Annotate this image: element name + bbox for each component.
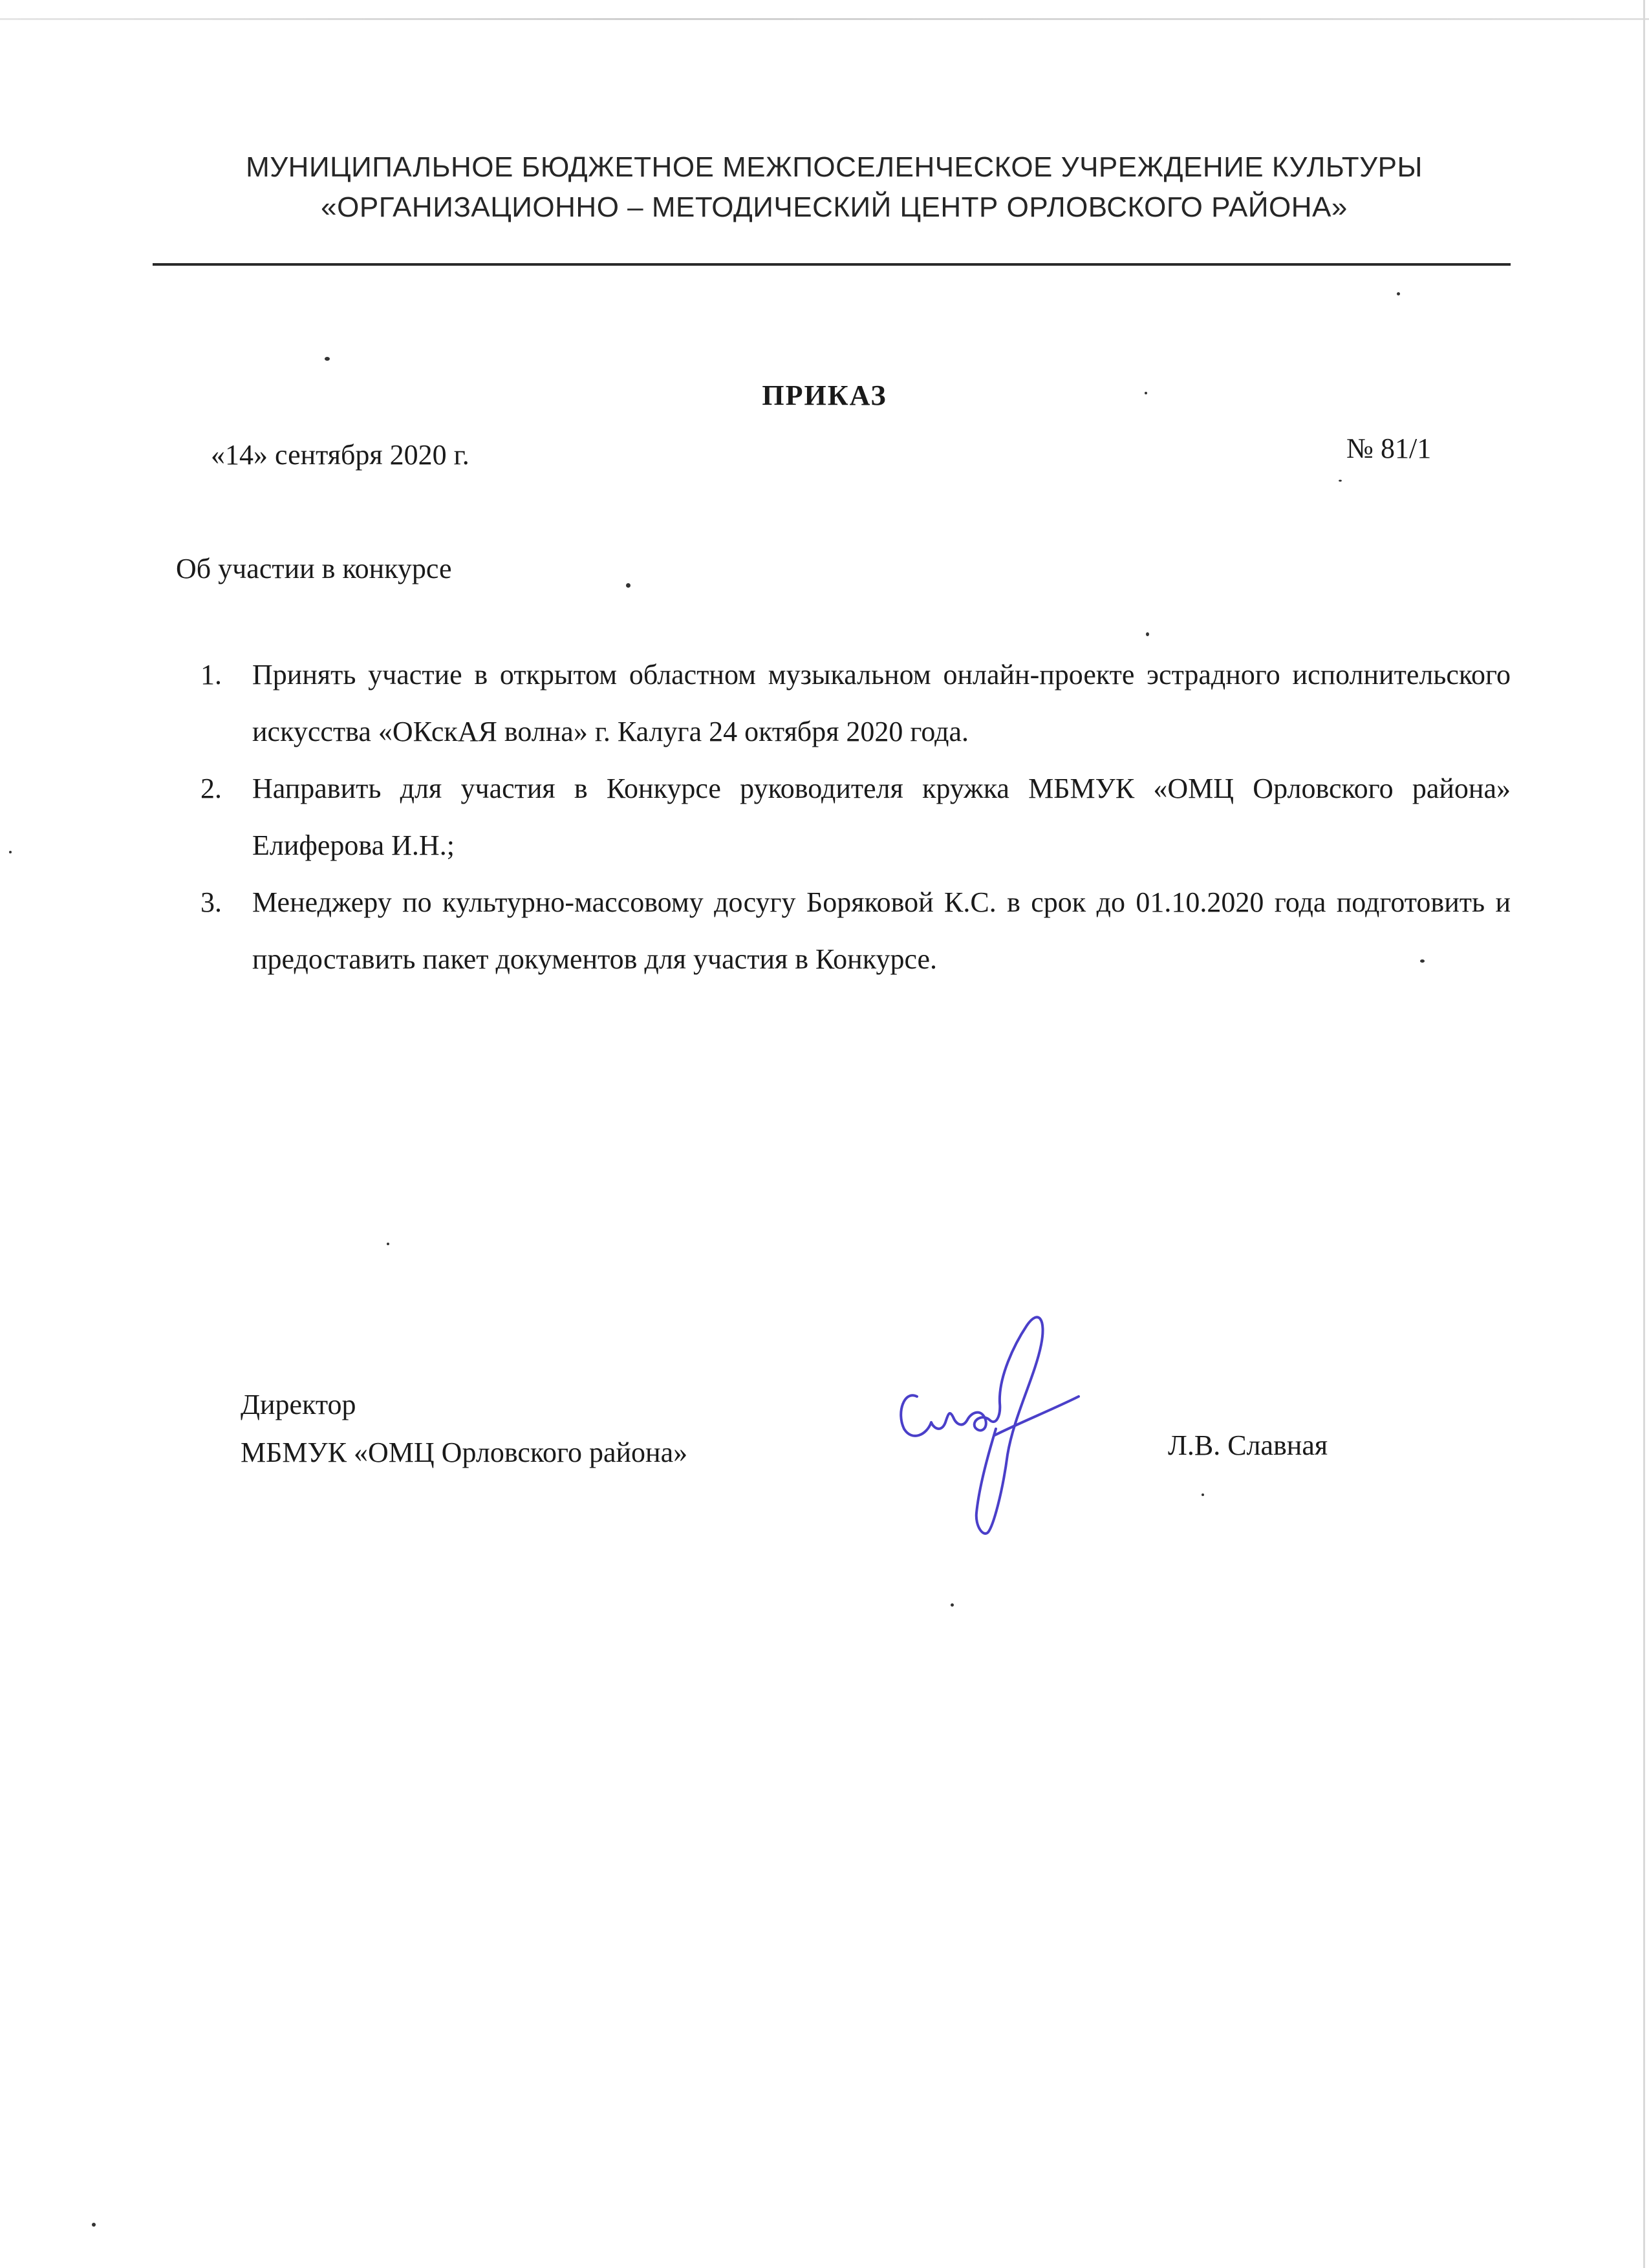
document-subject: Об участии в конкурсе [176, 553, 452, 584]
document-number: № 81/1 [1346, 433, 1432, 464]
order-item [188, 760, 1511, 874]
signature-block [241, 1381, 687, 1477]
order-item-number: 1. [200, 659, 222, 690]
order-item-number: 2. [200, 773, 222, 804]
scan-edge-right [1643, 0, 1645, 2268]
order-item [188, 647, 1511, 760]
organization-header-line-2: «ОРГАНИЗАЦИОННО – МЕТОДИЧЕСКИЙ ЦЕНТР ОРЛОВСКОГО РАЙОНА» [321, 191, 1348, 223]
order-item [188, 874, 1511, 988]
document-date: «14» сентября 2020 г. [211, 439, 469, 471]
document-title: ПРИКАЗ [762, 380, 887, 411]
order-item-number: 3. [200, 886, 222, 918]
order-items-list [188, 647, 1511, 988]
organization-header [155, 147, 1513, 228]
scan-edge-top [0, 18, 1649, 20]
signer-name: Л.В. Славная [1168, 1429, 1328, 1461]
order-item-text: Менеджеру по культурно-массовому досугу Боряковой К.С. в срок до 01.10.2020 года подготовить и предоставить пакет документов для участия в Конкурсе. [252, 886, 1511, 975]
order-item-text: Принять участие в открытом областном музыкальном онлайн-проекте эстрадного исполнительского искусства «ОКскАЯ волна» г. Калуга 24 октября 2020 года. [252, 659, 1511, 747]
header-divider [153, 263, 1511, 266]
signer-organization: МБМУК «ОМЦ Орловского района» [241, 1437, 688, 1468]
order-item-text: Направить для участия в Конкурсе руководителя кружка МБМУК «ОМЦ Орловского района» Елиферова И.Н.; [252, 773, 1511, 861]
signer-position: Директор [241, 1389, 356, 1420]
handwritten-signature [891, 1300, 1085, 1545]
organization-header-line-1: МУНИЦИПАЛЬНОЕ БЮДЖЕТНОЕ МЕЖПОСЕЛЕНЧЕСКОЕ УЧРЕЖДЕНИЕ КУЛЬТУРЫ [246, 151, 1423, 183]
